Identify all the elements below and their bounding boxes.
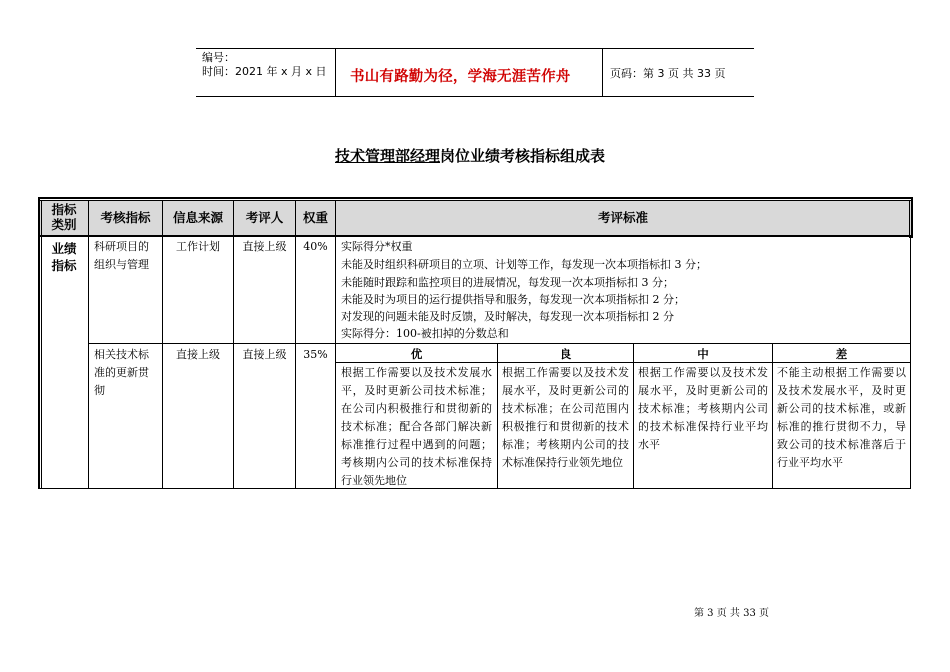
header-indicator: 考核指标 xyxy=(100,210,151,225)
table-top-border xyxy=(38,197,913,199)
header-top-rule xyxy=(196,48,754,49)
row1-criteria-line: 未能及时为项目的运行提供指导和服务，每发现一次本项指标扣 2 分； xyxy=(341,293,685,306)
row1-source: 工作计划 xyxy=(176,240,220,253)
header-evaluator: 考评人 xyxy=(245,210,284,225)
header-bottom-rule xyxy=(196,96,754,97)
document-date: 时间：2021 年 x 月 x 日 xyxy=(202,65,327,78)
grade-sep-1 xyxy=(497,343,498,488)
header-category: 指标类别 xyxy=(51,202,77,232)
row2-indicator: 相关技术标准的更新贯彻 xyxy=(94,348,149,397)
grade-header-bottom xyxy=(335,362,911,363)
grade-excellent-label: 优 xyxy=(410,347,423,361)
grade-sep-2 xyxy=(633,343,634,488)
table-left-border xyxy=(38,197,40,489)
row1-criteria-line: 未能及时组织科研项目的立项、计划等工作，每发现一次本项指标扣 3 分； xyxy=(341,258,707,271)
grade-poor-criteria: 不能主动根据工作需要以及技术发展水平，及时更新公司的技术标准，或新标准的推行贯彻不力，导致公司的技术标准落后于行业平均水平 xyxy=(777,366,906,469)
page-title xyxy=(335,145,605,166)
grade-excellent-criteria: 根据工作需要以及技术发展水平，及时更新公司技术标准；在公司内积极推行和贯彻新的技术标准；配合各部门解决新标准推行过程中遇到的问题；考核期内公司的技术标准保持行业领先地位 xyxy=(341,366,492,487)
row-separator xyxy=(88,343,911,344)
row2-source: 直接上级 xyxy=(176,348,220,361)
table-right-border xyxy=(911,197,913,238)
header-criteria: 考评标准 xyxy=(597,210,648,225)
grade-good-criteria: 根据工作需要以及技术发展水平，及时更新公司的技术标准；在公司范围内积极推行和贯彻新的技术标准；考核期内公司的技术标准保持行业领先地位 xyxy=(502,366,629,469)
col-sep-weight xyxy=(335,200,336,488)
footer-page-number: 第 3 页 共 33 页 xyxy=(694,608,769,619)
col-sep-category xyxy=(88,200,89,489)
table-top-border-inner xyxy=(40,200,911,201)
row1-criteria-line: 实际得分*权重 xyxy=(341,240,413,253)
row2-weight: 35% xyxy=(303,348,328,361)
grade-poor-label: 差 xyxy=(835,347,848,361)
row1-weight: 40% xyxy=(303,240,328,253)
header-source: 信息来源 xyxy=(172,210,223,225)
grade-average-criteria: 根据工作需要以及技术发展水平，及时更新公司的技术标准；考核期内公司的技术标准保持行业平均水平 xyxy=(638,366,768,451)
table-left-border-inner xyxy=(41,200,42,489)
title-rest: 岗位业绩考核指标组成表 xyxy=(440,147,606,165)
header-row-bottom xyxy=(40,235,911,237)
title-department: 技术管理部经理 xyxy=(335,147,441,165)
document-number: 编号： xyxy=(202,51,235,64)
header-motto: 书山有路勤为径，学海无涯苦作舟 xyxy=(350,69,571,85)
category-performance: 业绩指标 xyxy=(51,241,77,273)
header-divider-2 xyxy=(602,48,603,96)
row2-evaluator: 直接上级 xyxy=(242,348,287,361)
row1-criteria-line: 未能随时跟踪和监控项目的进展情况，每发现一次本项指标扣 3 分； xyxy=(341,276,674,289)
header-page-indicator: 页码：第 3 页 共 33 页 xyxy=(610,67,726,80)
row1-indicator: 科研项目的组织与管理 xyxy=(94,240,149,271)
grade-sep-3 xyxy=(772,343,773,488)
row1-criteria-line: 实际得分：100-被扣掉的分数总和 xyxy=(341,327,509,340)
header-weight: 权重 xyxy=(302,210,328,225)
row1-evaluator: 直接上级 xyxy=(242,240,287,253)
row1-criteria-line: 对发现的问题未能及时反馈，及时解决，每发现一次本项指标扣 2 分 xyxy=(341,310,674,323)
grade-good-label: 良 xyxy=(559,347,572,361)
header-divider-1 xyxy=(335,48,336,96)
grade-average-label: 中 xyxy=(697,347,709,361)
